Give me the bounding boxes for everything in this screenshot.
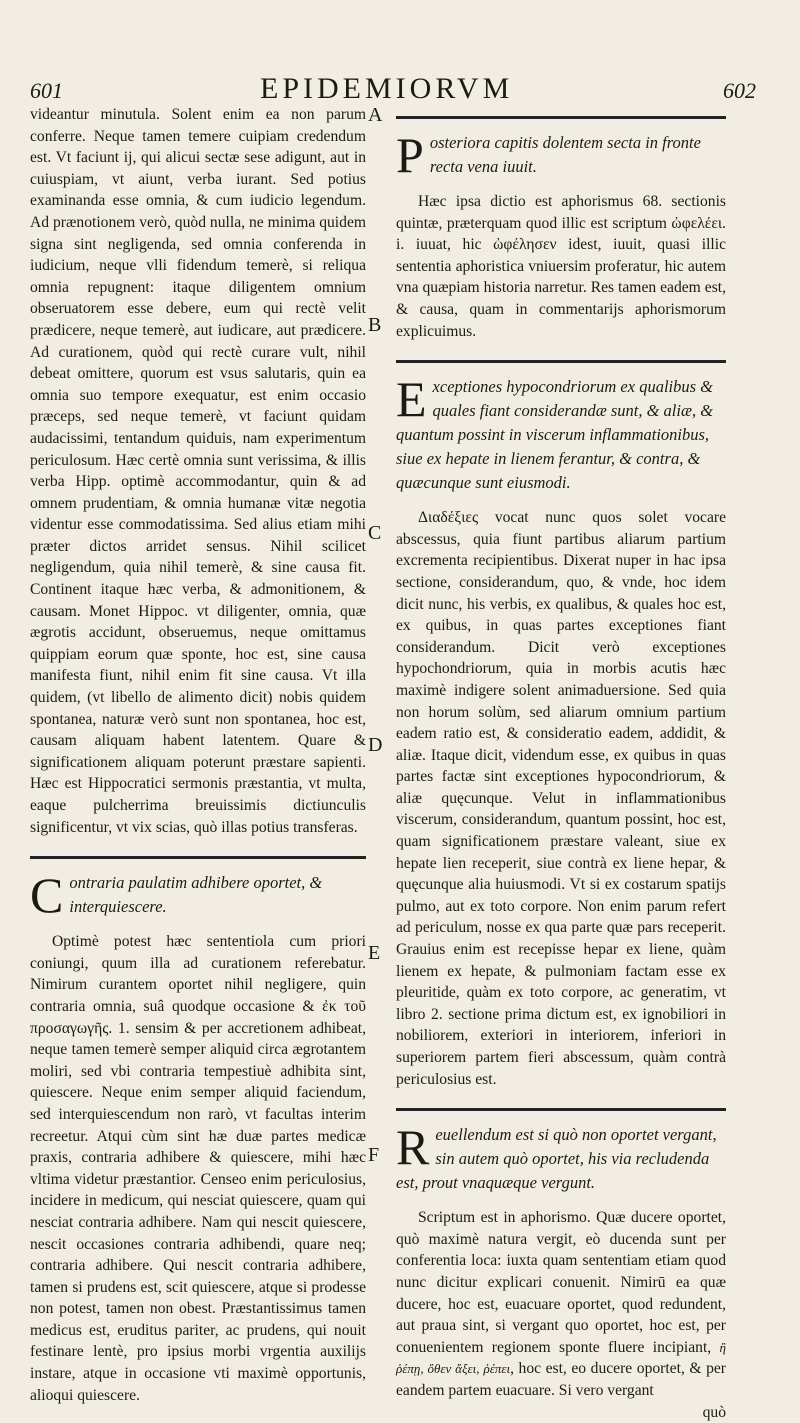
drop-cap: E	[396, 371, 427, 428]
section-divider	[30, 856, 366, 859]
left-column	[30, 104, 366, 1406]
section-divider	[396, 360, 726, 363]
commentary-text: Scriptum est in aphorismo. Quæ ducere oportet, quò maximè natura vergit, eò ducenda sunt per conferentia loca: iuxta quam sententiam etiam quod nunc dicitur explicari conuenit. Nimirū ea quæ ducere, hoc est, euacuare oportet, quod redundent, aut praua sint, si vergant quo oportet, hoc est, per conuenientem regionem sponte fluere incipiant,	[396, 1209, 726, 1356]
greek-quote: ἢ ῥέπῃ, ὅθεν ἄξει, ῥέπει	[396, 1339, 726, 1377]
catchword: quò	[702, 1403, 726, 1421]
margin-letter-c: C	[368, 522, 382, 544]
aphorism-text: euellendum est si quò non oportet vergant, sin autem quò oportet, his via recludenda est, prout vnaquæque vergunt.	[396, 1125, 717, 1193]
drop-cap: P	[396, 127, 424, 183]
aphorism-heading	[396, 371, 726, 495]
aphorism-heading	[396, 1119, 726, 1195]
aphorism-text: xceptiones hypocondriorum ex qualibus & quales fiant considerandæ sunt, & aliæ, & quantum possint in viscerum inflammationibus, siue ex hepate in lienem ferantur, & contra, & quæcunque sunt eiusmodi.	[396, 377, 714, 493]
margin-letter-a: A	[368, 104, 383, 126]
running-header	[30, 72, 756, 106]
drop-cap: R	[396, 1119, 430, 1176]
page-number-right: 602	[723, 78, 756, 103]
page-number-left: 601	[30, 78, 63, 103]
margin-letter-e: E	[368, 942, 381, 964]
margin-letter-d: D	[368, 734, 383, 756]
aphorism-heading	[30, 867, 366, 924]
margin-letter-f: F	[368, 1144, 380, 1166]
right-column	[396, 116, 726, 1423]
commentary-paragraph	[396, 1207, 726, 1401]
commentary-paragraph: Διαδέξιες vocat nunc quos solet vocare abscessus, quia fiunt partibus aliarum partium excrementa recipientibus. Dixerat nuper in hac ipsa sectione, considerandum, quo, & vnde, hoc idem dicit nunc, his verbis, ex qualibus, & quales hoc est, ex quibus, in quas partes exceptiones fiant considerandum. Dicit verò exceptiones hypochondriorum, quia in morbis acutis hæc maximè indigere solent animaduersione. Sed quia non horum solùm, sed aliarum omnium partium eadem ratio est, & consideratio eadem, addidit, & aliæ. Itaque dicit, videndum esse, ex quibus in quas partes factæ sint exceptiones hypocondriorum, & aliæ quęcunque. Velut in inflammationibus viscerum, considerandum, quantum possint, hoc est, quam significationem præstare valeant, siue ex hepate lien receperit, siue contrà ex liene hepar, & quęcunque alia huiusmodi. Vt si ex costarum spatijs pulmo, aut ex toto corpore. Non enim parum refert ad periculum, nosse ex qua parte quæ pars receperit. Grauius enim est recepisse hepar ex liene, quàm lienem ex hepate, & pulmoniam factam esse ex pleuritide, quàm ex toto corpore, ac generatim, vt libro 2. sectione prima dictum est, ex ignobiliori in nobiliorem, exteriori in interiorem, inferiori in superiorem partem fieri abscessum, quàm contrà periculosius est.	[396, 509, 726, 1088]
commentary-paragraph: videantur minutula. Solent enim ea non parum conferre. Neque tamen temere cuipiam credendum est. Vt faciunt ij, qui alicui sectæ sese adigunt, aut in cuiuspiam, vt aiunt, verba iurant. Sed potius examinanda esse omnia, & cum iudicio legendum. Ad prænotionem verò, quòd nulla, ne minima quidem signa sint negligenda, sed omnia conferenda in iudicium, neque vlli fidendum temerè, si reliqua omnia repugnent: itaque diligentem omnium obseruatorem esse debere, eum qui rectè velit prædicere, neque temerè, aut iudicare, aut prædicere. Ad curationem, quòd qui rectè curare vult, nihil debeat omittere, quorum est vsus salutaris, quin ea omnia suo tempore exequatur, est enim occasio præceps, sed neque temerè, vt faciunt quidam audacissimi, tentandum quiduis, nam experimentum periculosum. Hæc certè omnia sunt verissima, & illis verba Hipp. optimè accommodantur, quin & ad omnem prudentiam, & omnia humanæ vitæ negotia videntur esse commodatissima. Sed alius etiam mihi præter dictos arridet sensus. Nihil scilicet negligendum, quia nihil temerè, & sine causa fit. Continent itaque hæc verba, & admonitionem, & causam. Monet Hippoc. vt diligenter, omnia, quæ ægrotis accidunt, obseruemus, neque omittamus quippiam eorum quæ sponte, hoc est, sine causa manifesta fiunt, nihil enim fit sine causa. Vt illa quidem, (vt libello de alimento dicit) nobis quidem spontanea, naturæ verò sunt non spontanea, hoc est, causam aliquam habent latentem. Quare & significationem aliquam poterunt præstare sapienti. Hæc est Hippocratici sermonis præstantia, vt multa, eaque pulcherrima breuissimis dictiunculis significentur, vt vix scias, quò illas potius transferas.	[30, 106, 366, 836]
drop-cap: C	[30, 867, 64, 924]
commentary-text: , hoc est, eo ducere oportet, & per eandem partem euacuare. Si vero vergant	[396, 1360, 726, 1399]
commentary-paragraph: Optimè potest hæc sententiola cum priori coniungi, quum illa ad curationem referebatur. Nimirum curantem oportet nihil negligere, quin contraria omnia, suâ quodque occasione & ἐκ τοῦ προσαγωγῆς. 1. sensim & per accretionem adhibeat, neque tamen temerè semper aliquid circa ægrotantem moliri, sed vbi contraria tempestiuè adhibita sint, quiescere. Neque enim semper aliquid faciendum, sed interquiescendum non rarò, vt facultas interim recreetur. Atqui cùm sint hæ duæ partes medicæ praxis, contraria adhibere & quiescere, mihi hæc vltima videtur præstantior. Censeo enim periculosius, incidere in medicum, qui nesciat quiescere, quam qui nesciat contraria adhibere. Nam qui nescit quiescere, nescit occasiones contraria adhibendi, quare neq; contraria adhibere. Qui nescit contraria adhibere, tamen si prudens est, scit quiescere, atque si prodesse non potest, tamen non obest. Præstantissimus tamen medicus est, eruditus pariter, ac prudens, qui nouit festinare lentè, pro ipsius morbi vrgentia auxilijs instare, atque in occasione vti maximè opportunis, alioqui quiescere.	[30, 933, 366, 1404]
aphorism-text: osteriora capitis dolentem secta in fronte recta vena iuuit.	[429, 133, 701, 176]
margin-letter-b: B	[368, 314, 382, 336]
section-divider	[396, 1108, 726, 1111]
aphorism-text: ontraria paulatim adhibere oportet, & interquiescere.	[69, 873, 323, 917]
section-divider	[396, 116, 726, 119]
commentary-paragraph: Hæc ipsa dictio est aphorismus 68. sectionis quintæ, præterquam quod illic est scriptum ὠφελέει. i. iuuat, hic ὠφέλησεν idest, iuuit, quasi illic sententia aphoristica vniuersim proferatur, hic autem vna quæpiam historia narretur. Res tamen eadem est, & causa, quam in commentarijs aphorismorum explicuimus.	[396, 193, 726, 340]
aphorism-heading	[396, 127, 726, 183]
running-title: EPIDEMIORVM	[260, 72, 514, 105]
